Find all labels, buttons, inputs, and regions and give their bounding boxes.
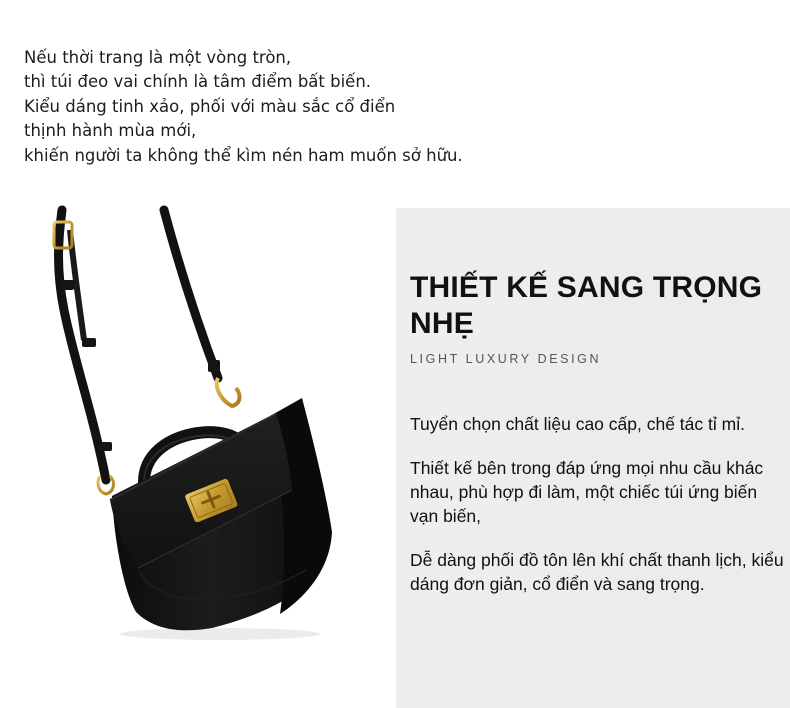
intro-line: Nếu thời trang là một vòng tròn, <box>24 48 292 67</box>
description-paragraph: Dễ dàng phối đồ tôn lên khí chất thanh lịch, kiểu dáng đơn giản, cổ điển và sang trọng. <box>410 550 784 594</box>
feature-panel <box>396 208 790 708</box>
handbag-image <box>40 200 360 650</box>
description-paragraph: Thiết kế bên trong đáp ứng mọi nhu cầu khác nhau, phù hợp đi làm, một chiếc túi ứng biến vạn biến, <box>410 458 764 526</box>
intro-line: Kiểu dáng tinh xảo, phối với màu sắc cổ điển <box>24 96 396 116</box>
description-paragraph: Tuyển chọn chất liệu cao cấp, chế tác tỉ mỉ. <box>410 414 745 434</box>
panel-subtitle: LIGHT LUXURY DESIGN <box>410 352 602 366</box>
intro-line: khiến người ta không thể kìm nén ham muốn sở hữu. <box>24 145 463 165</box>
intro-text <box>24 46 644 168</box>
intro-line: thì túi đeo vai chính là tâm điểm bất biến. <box>24 72 372 92</box>
intro-line: thịnh hành mùa mới, <box>24 121 197 141</box>
panel-title: THIẾT KẾ SANG TRỌNG NHẸ <box>410 271 763 340</box>
panel-description <box>410 412 788 616</box>
